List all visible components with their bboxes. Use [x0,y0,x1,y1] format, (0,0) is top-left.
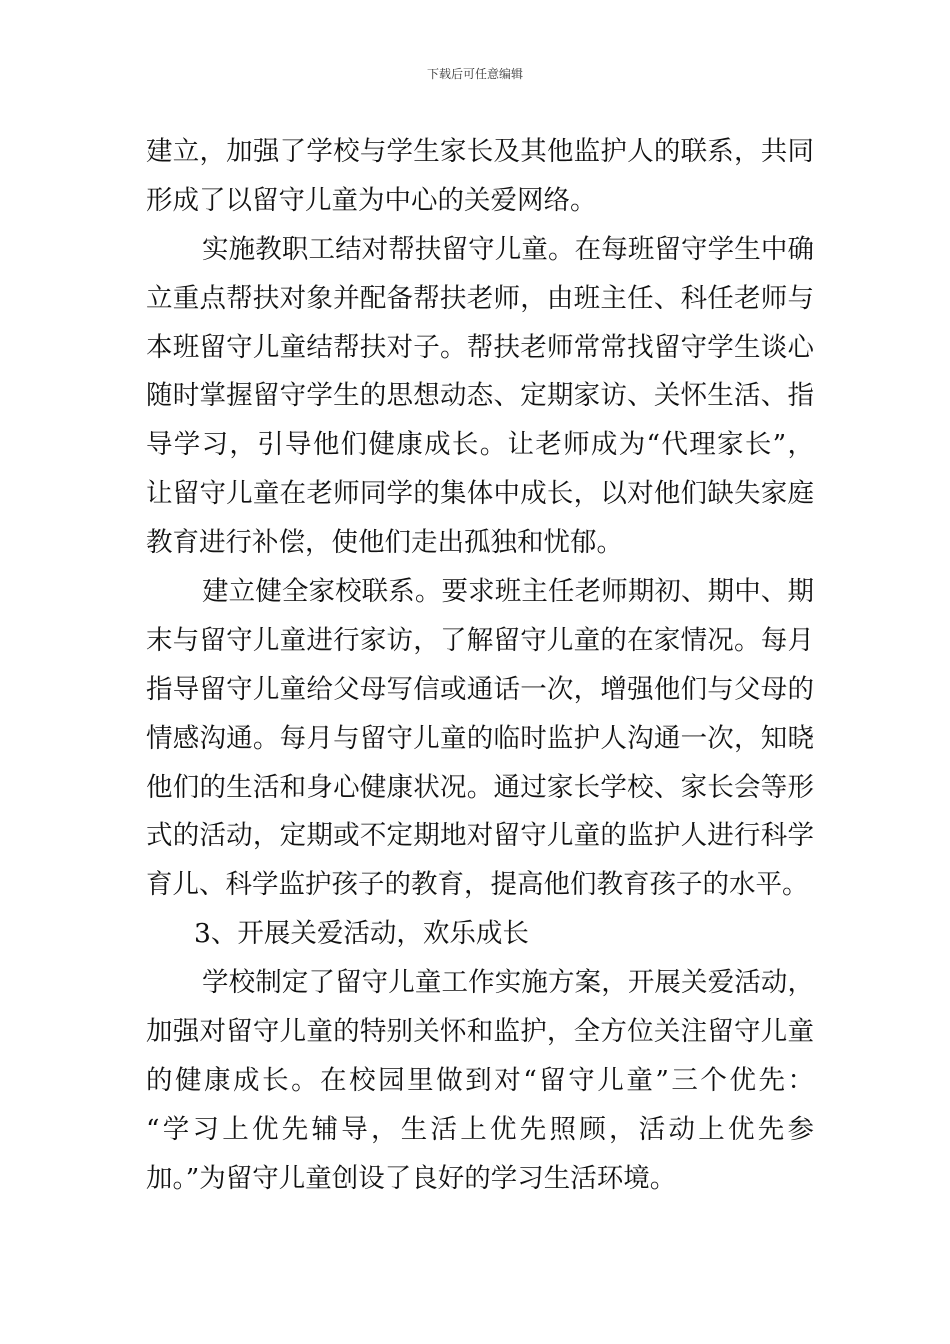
text-line: 建立健全家校联系。要求班主任老师期初、期中、期 [202,576,814,608]
text-line: 随时掌握留守学生的思想动态、定期家访、关怀生活、指 [146,380,814,412]
text-line: 式的活动，定期或不定期地对留守儿童的监护人进行科学 [146,820,814,852]
text-line: 加强对留守儿童的特别关怀和监护，全方位关注留守儿童 [146,1016,814,1048]
text-line: “学习上优先辅导，生活上优先照顾，活动上优先参 [146,1113,814,1145]
text-line: 情感沟通。每月与留守儿童的临时监护人沟通一次，知晓 [146,722,814,754]
page-header: 下载后可任意编辑 [426,67,523,81]
text-line: 加。”为留守儿童创设了良好的学习生活环境。 [146,1162,677,1194]
text-line: 实施教职工结对帮扶留守儿童。在每班留守学生中确 [202,233,814,265]
text-line: 的健康成长。在校园里做到对“留守儿童”三个优先： [146,1064,814,1096]
text-line: 教育进行补偿，使他们走出孤独和忧郁。 [146,527,623,559]
section-heading: 3、开展关爱活动，欢乐成长 [194,918,529,950]
text-line: 育儿、科学监护孩子的教育，提高他们教育孩子的水平。 [146,869,809,901]
text-line: 学校制定了留守儿童工作实施方案，开展关爱活动， [202,967,814,999]
text-line: 让留守儿童在老师同学的集体中成长，以对他们缺失家庭 [146,478,814,510]
text-line: 形成了以留守儿童为中心的关爱网络。 [146,184,597,216]
text-line: 他们的生活和身心健康状况。通过家长学校、家长会等形 [146,771,814,803]
text-line: 立重点帮扶对象并配备帮扶老师，由班主任、科任老师与 [146,282,814,314]
text-line: 本班留守儿童结帮扶对子。帮扶老师常常找留守学生谈心 [146,331,814,363]
text-line: 导学习，引导他们健康成长。让老师成为“代理家长”， [146,429,814,461]
text-line: 指导留守儿童给父母写信或通话一次，增强他们与父母的 [146,673,814,705]
document-body [146,128,814,1204]
text-line: 末与留守儿童进行家访，了解留守儿童的在家情况。每月 [146,624,814,656]
text-line: 建立，加强了学校与学生家长及其他监护人的联系，共同 [146,136,814,167]
